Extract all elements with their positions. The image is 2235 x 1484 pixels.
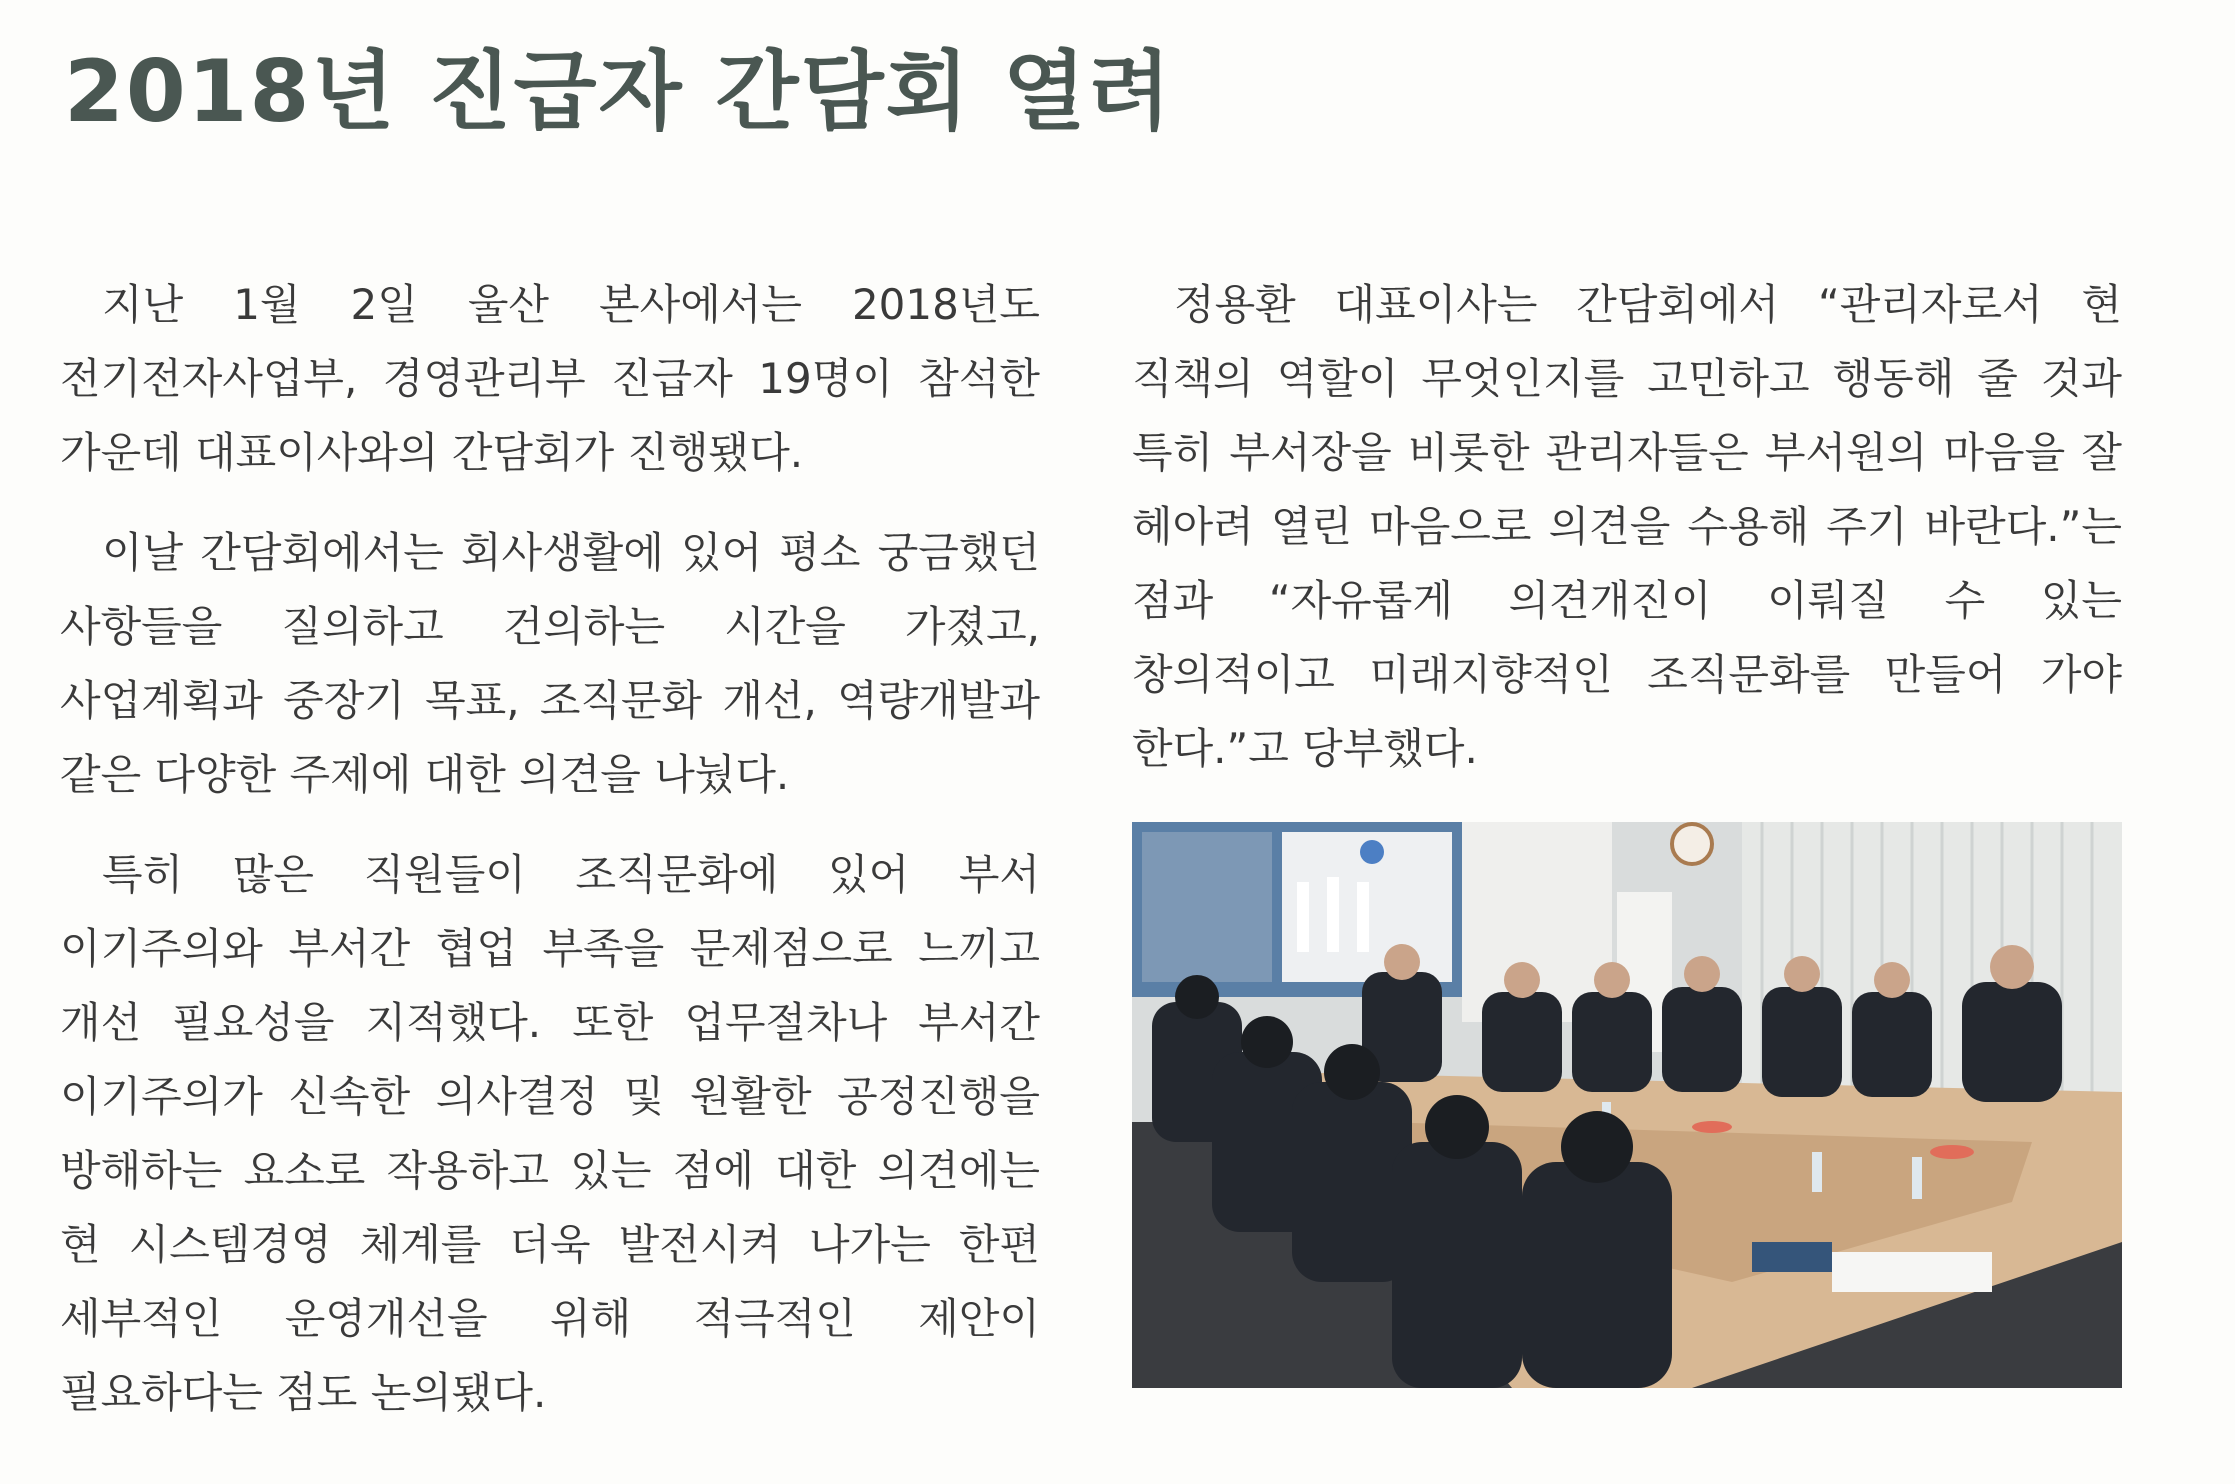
- article-paragraph: 정용환 대표이사는 간담회에서 “관리자로서 현 직책의 역할이 무엇인지를 고민하고 행동해 줄 것과 특히 부서장을 비롯한 관리자들은 부서원의 마음을 잘 헤아려 열린 마음으로 의견을 수용해 주기 바란다.”는 점과 “자유롭게 의견개진이 이뤄질 수 있는 창의적이고 미래지향적인 조직문화를 만들어 가야 한다.”고 당부했다.: [1132, 280, 2122, 773]
- article-right-column: [1132, 268, 2122, 812]
- meeting-photo-illustration: [1132, 822, 2122, 1388]
- article-paragraph: 특히 많은 직원들이 조직문화에 있어 부서 이기주의와 부서간 협업 부족을 문제점으로 느끼고 개선 필요성을 지적했다. 또한 업무절차나 부서간 이기주의가 신속한 의사결정 및 원활한 공정진행을 방해하는 요소로 작용하고 있는 점에 대한 의견에는 현 시스템경영 체계를 더욱 발전시켜 나가는 한편 세부적인 운영개선을 위해 적극적인 제안이 필요하다는 점도 논의됐다.: [60, 850, 1040, 1417]
- clock-icon: [1672, 824, 1712, 864]
- article-title: 2018년 진급자 간담회 열려: [64, 42, 1173, 142]
- article-paragraph: 지난 1월 2일 울산 본사에서는 2018년도 전기전자사업부, 경영관리부 진급자 19명이 참석한 가운데 대표이사와의 간담회가 진행됐다.: [60, 280, 1040, 477]
- meeting-photo: [1132, 822, 2122, 1388]
- article-paragraph: 이날 간담회에서는 회사생활에 있어 평소 궁금했던 사항들을 질의하고 건의하는 시간을 가졌고, 사업계획과 중장기 목표, 조직문화 개선, 역량개발과 같은 다양한 주제에 대한 의견을 나눴다.: [60, 528, 1040, 799]
- article-left-column: [60, 268, 1040, 1456]
